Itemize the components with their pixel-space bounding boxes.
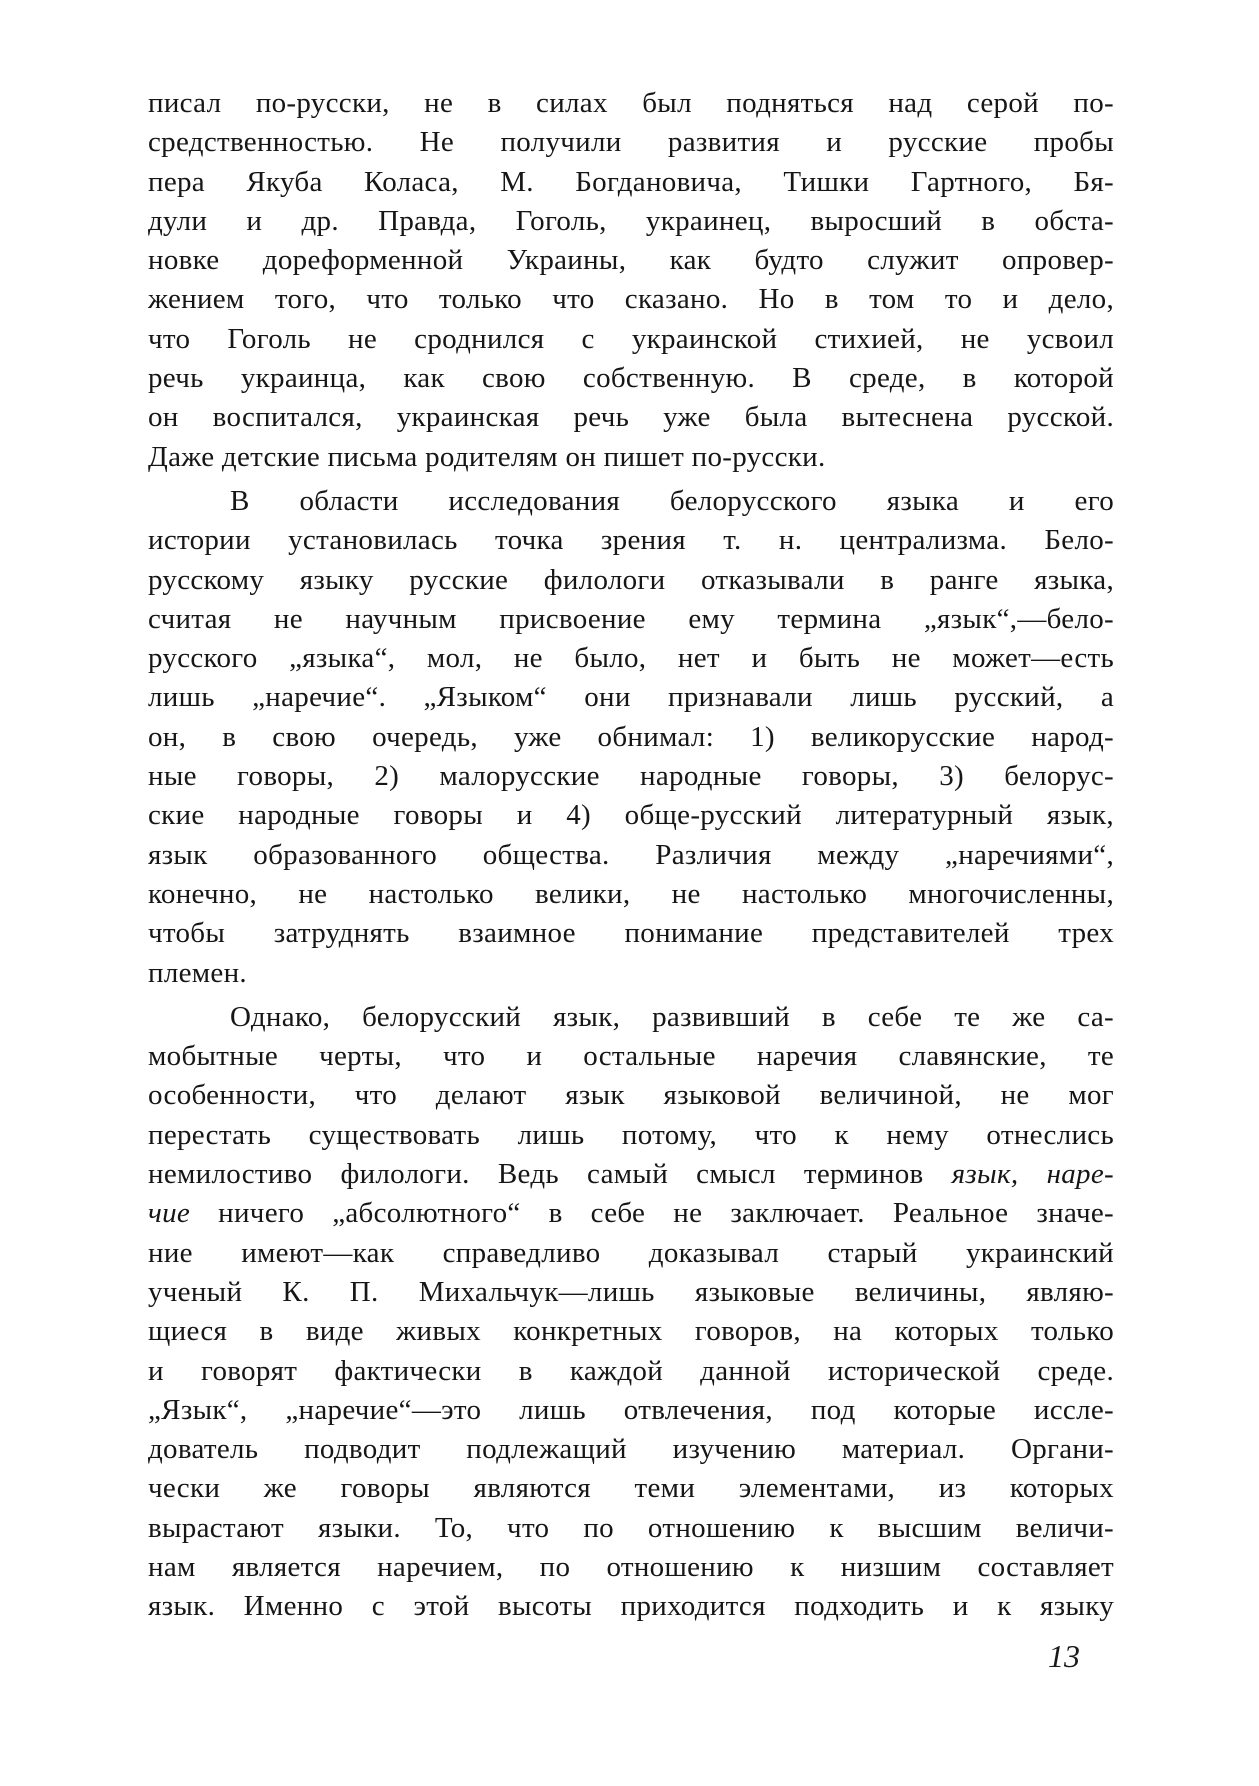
text-line: особенности, что делают язык языковой величиной, не мог <box>148 1079 1114 1112</box>
text-line: дователь подводит подлежащий изучению материал. Органи- <box>148 1433 1114 1466</box>
text-segment: немилостиво филологи. Ведь самый смысл терминов <box>148 1158 952 1191</box>
text-line: племен. <box>148 956 247 989</box>
text-line: он воспитался, украинская речь уже была вытеснена русской. <box>148 401 1114 434</box>
text-line: мобытные черты, что и остальные наречия славянские, те <box>148 1040 1114 1073</box>
text-line: В области исследования белорусского языка и его <box>230 484 1114 517</box>
text-line <box>148 1155 1114 1194</box>
text-line: конечно, не настолько велики, не настолько многочисленны, <box>148 877 1114 910</box>
text-line: русскому языку русские филологи отказывали в ранге языка, <box>148 563 1114 596</box>
text-line: средственностью. Не получили развития и русские пробы <box>148 126 1114 159</box>
text-line: чески же говоры являются теми элементами, из которых <box>148 1472 1114 1505</box>
text-line: нам является наречием, по отношению к низшим составляет <box>148 1550 1114 1583</box>
text-line: жением того, что только что сказано. Но в том то и дело, <box>148 283 1114 316</box>
text-line: ные говоры, 2) малорусские народные говоры, 3) белорус- <box>148 760 1114 793</box>
text-line: перестать существовать лишь потому, что к нему отнеслись <box>148 1118 1114 1151</box>
text-line: дули и др. Правда, Гоголь, украинец, выросший в обста- <box>148 204 1114 237</box>
italic-term: чие <box>148 1197 191 1230</box>
text-line: что Гоголь не сроднился с украинской стихией, не усвоил <box>148 322 1114 355</box>
text-line: писал по-русски, не в силах был подняться над серой по- <box>148 87 1114 119</box>
text-line: Однако, белорусский язык, развивший в себе те же са- <box>230 1000 1114 1033</box>
text-line: пера Якуба Коласа, М. Богдановича, Тишки Гартного, Бя- <box>148 165 1114 198</box>
text-line: истории установилась точка зрения т. н. централизма. Бело- <box>148 524 1114 557</box>
text-line: язык образованного общества. Различия между „наречиями“, <box>148 838 1114 871</box>
text-line: речь украинца, как свою собственную. В среде, в которой <box>148 362 1114 395</box>
italic-term: язык, наре- <box>951 1158 1114 1191</box>
text-segment: ничего „абсолютного“ в себе не заключает. Реальное значе- <box>190 1197 1114 1230</box>
text-line: „Язык“, „наречие“—это лишь отвлечения, под которые иссле- <box>148 1393 1114 1426</box>
text-line: ние имеют—как справедливо доказывал старый украинский <box>148 1236 1114 1269</box>
text-line <box>148 1194 1114 1233</box>
text-line: и говорят фактически в каждой данной исторической среде. <box>148 1354 1114 1387</box>
text-line: лишь „наречие“. „Языком“ они признавали лишь русский, а <box>148 681 1114 714</box>
text-line: ученый К. П. Михальчук—лишь языковые величины, являю- <box>148 1275 1114 1308</box>
page-number: 13 <box>1048 1638 1080 1674</box>
text-line: русского „языка“, мол, не было, нет и быть не может—есть <box>148 642 1114 675</box>
text-line: он, в свою очередь, уже обнимал: 1) великорусские народ- <box>148 720 1114 753</box>
text-line: новке дореформенной Украины, как будто служит опровер- <box>148 244 1114 277</box>
body-text <box>148 84 1114 1627</box>
text-line: ские народные говоры и 4) обще-русский литературный язык, <box>148 799 1114 832</box>
text-line: Даже детские письма родителям он пишет по-русски. <box>148 440 826 473</box>
text-line: щиеся в виде живых конкретных говоров, на которых только <box>148 1315 1114 1348</box>
text-line: язык. Именно с этой высоты приходится подходить и к языку <box>148 1590 1114 1623</box>
text-line: считая не научным присвоение ему термина „язык“,—бело- <box>148 602 1114 635</box>
text-line: чтобы затруднять взаимное понимание представителей трех <box>148 917 1114 950</box>
text-line: вырастают языки. То, что по отношению к высшим величи- <box>148 1511 1114 1544</box>
